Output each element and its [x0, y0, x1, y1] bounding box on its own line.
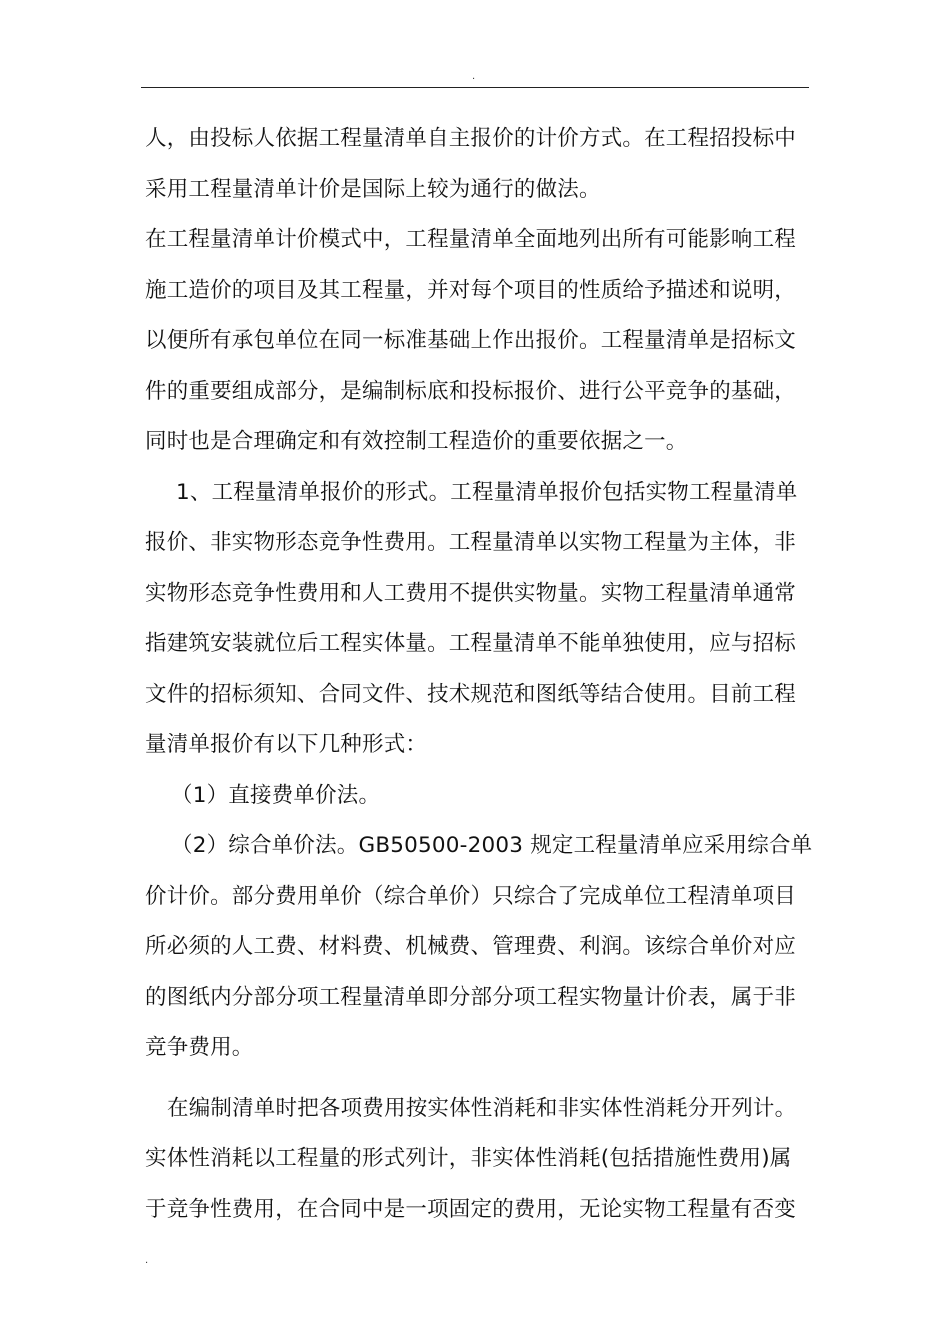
- text-line: 以便所有承包单位在同一标准基础上作出报价。工程量清单是招标文: [145, 328, 797, 353]
- header-rule: [141, 87, 809, 88]
- text-line: 在编制清单时把各项费用按实体性消耗和非实体性消耗分开列计。: [167, 1095, 797, 1121]
- text-line: 人，由投标人依据工程量清单自主报价的计价方式。在工程招投标中: [145, 126, 797, 151]
- text-line: 1、工程量清单报价的形式。工程量清单报价包括实物工程量清单: [176, 479, 798, 505]
- text-line: 实体性消耗以工程量的形式列计，非实体性消耗(包括措施性费用)属: [145, 1146, 792, 1171]
- text-line: 件的重要组成部分，是编制标底和投标报价、进行公平竞争的基础，: [145, 378, 797, 404]
- text-line: 在工程量清单计价模式中，工程量清单全面地列出所有可能影响工程: [145, 227, 797, 252]
- text-line: 报价、非实物形态竞争性费用。工程量清单以实物工程量为主体，非: [145, 530, 797, 555]
- text-line: 同时也是合理确定和有效控制工程造价的重要依据之一。: [145, 429, 688, 454]
- text-line: 量清单报价有以下几种形式：: [145, 732, 428, 757]
- footer-dot: .: [145, 1255, 149, 1266]
- paragraph-gap: [145, 1074, 813, 1084]
- header-dot: .: [472, 71, 476, 82]
- text-line: 价计价。部分费用单价（综合单价）只综合了完成单位工程清单项目: [145, 883, 797, 909]
- text-line: 所必须的人工费、材料费、机械费、管理费、利润。该综合单价对应: [145, 934, 797, 959]
- text-line: 施工造价的项目及其工程量，并对每个项目的性质给予描述和说明，: [145, 277, 797, 303]
- text-line: 文件的招标须知、合同文件、技术规范和图纸等结合使用。目前工程: [145, 681, 797, 707]
- text-line: （2）综合单价法。GB50500-2003 规定工程量清单应采用综合单: [171, 833, 813, 858]
- text-line: 的图纸内分部分项工程量清单即分部分项工程实物量计价表，属于非: [145, 984, 797, 1010]
- text-line: 实物形态竞争性费用和人工费用不提供实物量。实物工程量清单通常: [145, 580, 797, 606]
- text-line: 指建筑安装就位后工程实体量。工程量清单不能单独使用，应与招标: [145, 631, 797, 656]
- text-line: （1）直接费单价法。: [171, 782, 381, 808]
- text-line: 采用工程量清单计价是国际上较为通行的做法。: [145, 176, 601, 202]
- document-body: [145, 114, 813, 1235]
- text-line: 竞争费用。: [145, 1035, 254, 1060]
- text-line: 于竞争性费用，在合同中是一项固定的费用，无论实物工程量有否变: [145, 1196, 797, 1222]
